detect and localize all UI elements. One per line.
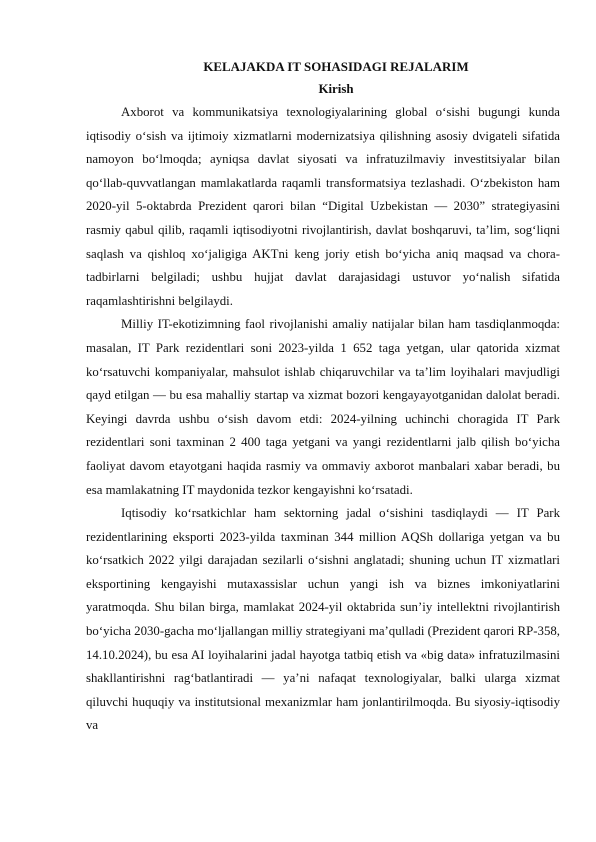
section-heading-introduction: Kirish: [318, 82, 354, 96]
paragraph-3: Iqtisodiy ko‘rsatkichlar ham sektorning jadal o‘sishini tasdiqlaydi — IT Park rezidentlarining eksporti 2023-yilda taxminan 344 million AQSh dollariga yetgan va bu ko‘rsatkich 2022 yilgi darajadan sezilarli o‘sishni anglatadi; shuning uchun IT xizmatlari eksportining kengayishi mutaxassislar uchun yangi ish va biznes imkoniyatlarini yaratmoqda. Shu bilan birga, mamlakat 2024-yil oktabrida sun’iy intellektni rivojlantirish bo‘yicha 2030-gacha mo‘ljallangan milliy strategiyani ma’qulladi (Prezident qarori RP-358, 14.10.2024), bu esa AI loyihalarini jadal hayotga tatbiq etish va «big data» infratuzilmasini shakllantirishni rag‘batlantiradi — ya’ni nafaqat texnologiyalar, balki ularga xizmat qiluvchi huquqiy va institutsional mexanizmlar ham jonlantirilmoqda. Bu siyosiy-iqtisodiy va: [86, 506, 561, 733]
paragraph-2: Milliy IT-ekotizimning faol rivojlanishi amaliy natijalar bilan ham tasdiqlanmoqda: masalan, IT Park rezidentlari soni 2023-yilda 1 652 taga yetgan, ular qatorida xizmat ko‘rsatuvchi kompaniyalar, mahsulot ishlab chiqaruvchilar va ta’lim loyihalari mavjudligi qayd etilgan — bu esa mahalliy startap va xizmat bozori kengayayotganidan dalolat beradi. Keyingi davrda ushbu o‘sish davom etdi: 2024-yilning uchinchi choragida IT Park rezidentlari soni taxminan 2 400 taga yetgani va yangi rezidentlarni jalb qilish bo‘yicha faoliyat davom etayotgani haqida rasmiy va ommaviy axborot manbalari xabar beradi, bu esa mamlakatning IT maydonida tezkor kengayishni ko‘rsatadi.: [86, 317, 560, 497]
document-title: KELAJAKDA IT SOHASIDAGI REJALARIM: [203, 60, 469, 74]
paragraph-1: Axborot va kommunikatsiya texnologiyalarining global o‘sishi bugungi kunda iqtisodiy o‘sish va ijtimoiy xizmatlarni modernizatsiya qilishning asosiy dvigateli sifatida namoyon bo‘lmoqda; ayniqsa davlat siyosati va infratuzilmaviy investitsiyalar bilan qo‘llab-quvvatlangan mamlakatlarda raqamli transformatsiya tezlashadi. O‘zbekiston ham 2020-yil 5-oktabrda Prezident qarori bilan “Digital Uzbekistan — 2030” strategiyasini rasmiy qabul qilib, raqamli iqtisodiyotni rivojlantirish, davlat boshqaruvi, ta’lim, sog‘liqni saqlash va qishloq xo‘jaligiga AKTni keng joriy etish bo‘yicha aniq maqsad va chora-tadbirlarni belgiladi; ushbu hujjat davlat darajasidagi ustuvor yo‘nalish sifatida raqamlashtirishni belgilaydi.: [86, 105, 560, 308]
document-body: [86, 101, 560, 738]
